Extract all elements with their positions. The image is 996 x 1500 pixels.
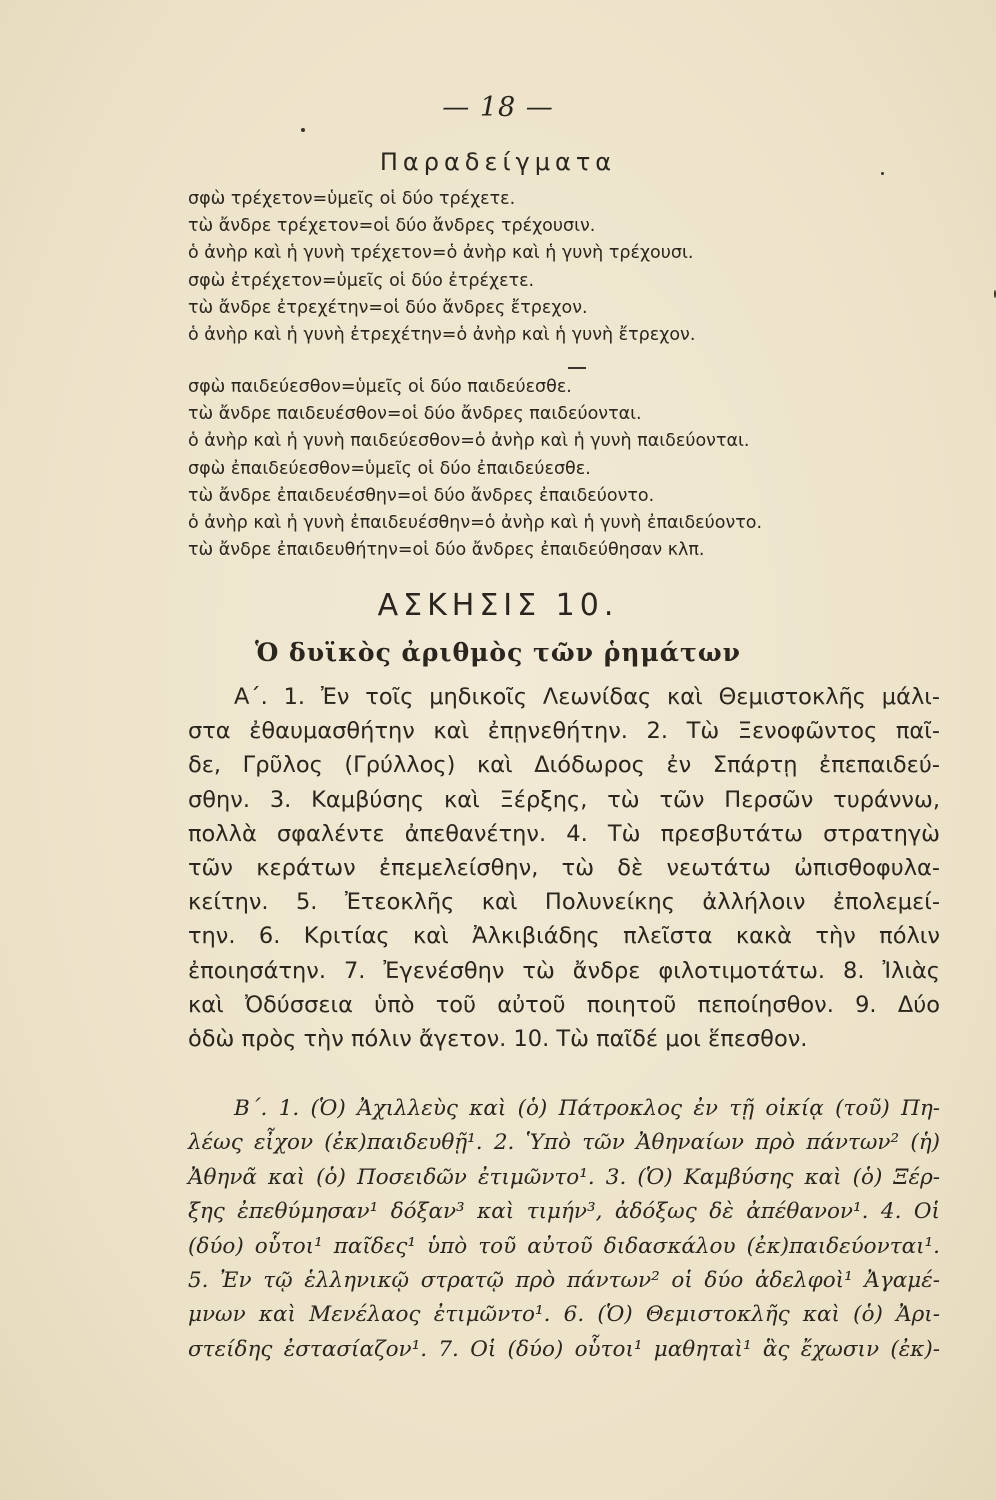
part-a-line: ὁδὼ πρὸς τὴν πόλιν ἄγετον. 10. Τὼ παῖδέ μοι ἕπεσθον. xyxy=(188,1026,808,1053)
part-a-line: ἐποιησάτην. 7. Ἐγενέσθην τὼ ἄνδρε φιλοτιμοτάτω. 8. Ἰλιὰς xyxy=(188,957,940,984)
part-a-line: την. 6. Κριτίας καὶ Ἀλκιβιάδης πλεῖστα κακὰ τὴν πόλιν xyxy=(188,923,940,950)
examples-group-passive xyxy=(188,374,908,564)
part-a-line: δε, Γρῦλος (Γρύλλος) καὶ Διόδωρος ἐν Σπάρτῃ ἐπεπαιδεύ- xyxy=(188,752,940,779)
part-a-line: σθην. 3. Καμβύσης καὶ Ξέρξης, τὼ τῶν Περσῶν τυράννω, xyxy=(188,786,940,813)
example-line: ὁ ἀνὴρ καὶ ἡ γυνὴ παιδεύεσθον=ὁ ἀνὴρ καὶ ἡ γυνὴ παιδεύονται. xyxy=(188,431,750,452)
part-b-line: ξης ἐπεθύμησαν¹ δόξαν³ καὶ τιμήν³, ἀδόξως δὲ ἀπέθανον¹. 4. Οἱ xyxy=(188,1199,940,1225)
part-b-line: λέως εἶχον (ἐκ)παιδευθῇ¹. 2. Ὑπὸ τῶν Ἀθηναίων πρὸ πάντων² (ἡ) xyxy=(188,1130,940,1156)
part-a-line: στα ἐθαυμασθήτην καὶ ἐπῃνεθήτην. 2. Τὼ Ξενοφῶντος παῖ- xyxy=(188,718,940,745)
part-b-line: μνων καὶ Μενέλαος ἐτιμῶντο¹. 6. (Ὁ) Θεμιστοκλῆς καὶ (ὁ) Ἀρι- xyxy=(188,1302,940,1328)
part-a-line: καὶ Ὀδύσσεια ὑπὸ τοῦ αὐτοῦ ποιητοῦ πεποίησθον. 9. Δύο xyxy=(188,991,940,1018)
exercise-part-a xyxy=(188,680,940,1056)
separator-dash xyxy=(568,367,586,369)
print-speck xyxy=(881,172,884,175)
example-line: σφὼ ἐτρέχετον=ὑμεῖς οἱ δύο ἐτρέχετε. xyxy=(188,270,535,291)
part-a-line: κείτην. 5. Ἐτεοκλῆς καὶ Πολυνείκης ἀλλήλοιν ἐπολεμεί- xyxy=(188,889,940,916)
exercise-subtitle: Ὁ δυϊκὸς ἀριθμὸς τῶν ῥημάτων xyxy=(254,638,742,667)
example-line: σφὼ παιδεύεσθον=ὑμεῖς οἱ δύο παιδεύεσθε. xyxy=(188,377,572,397)
part-b-line: Ἀθηνᾶ καὶ (ὁ) Ποσειδῶν ἐτιμῶντο¹. 3. (Ὁ) Καμβύσης καὶ (ὁ) Ξέρ- xyxy=(188,1164,940,1190)
example-line: τὼ ἄνδρε παιδευέσθον=οἱ δύο ἄνδρες παιδεύονται. xyxy=(188,404,642,425)
part-b-line: 5. Ἐν τῷ ἑλληνικῷ στρατῷ πρὸ πάντων² οἱ δύο ἀδελφοὶ¹ Ἀγαμέ- xyxy=(188,1268,940,1294)
examples-group-active xyxy=(188,186,908,349)
example-line: τὼ ἄνδρε ἐτρεχέτην=οἱ δύο ἄνδρες ἔτρεχον. xyxy=(188,297,588,318)
part-b-line: (δύο) οὗτοι¹ παῖδες¹ ὑπὸ τοῦ αὐτοῦ διδασκάλου (ἐκ)παιδεύονται¹. xyxy=(188,1233,940,1259)
part-a-line: τῶν κεράτων ἐπεμελείσθην, τὼ δὲ νεωτάτω ὠπισθοφυλα- xyxy=(188,855,940,882)
print-speck xyxy=(301,128,305,132)
example-line: ὁ ἀνὴρ καὶ ἡ γυνὴ τρέχετον=ὁ ἀνὴρ καὶ ἡ γυνὴ τρέχουσι. xyxy=(188,243,694,264)
example-line: τὼ ἄνδρε ἐπαιδευέσθην=οἱ δύο ἄνδρες ἐπαιδεύοντο. xyxy=(188,485,655,506)
exercise-title: ΑΣΚΗΣΙΣ 10. xyxy=(377,588,619,623)
example-line: τὼ ἄνδρε ἐπαιδευθήτην=οἱ δύο ἄνδρες ἐπαιδεύθησαν κλπ. xyxy=(188,540,705,561)
example-line: σφὼ τρέχετον=ὑμεῖς οἱ δύο τρέχετε. xyxy=(188,189,516,209)
page-number: — 18 — xyxy=(442,92,554,123)
part-b-line: Β΄. 1. (Ὁ) Ἀχιλλεὺς καὶ (ὁ) Πάτροκλος ἐν τῇ οἰκίᾳ (τοῦ) Πη- xyxy=(234,1096,940,1121)
part-a-line: Α΄. 1. Ἐν τοῖς μηδικοῖς Λεωνίδας καὶ Θεμιστοκλῆς μάλι- xyxy=(234,684,940,710)
exercise-part-b xyxy=(188,1092,940,1367)
example-line: τὼ ἄνδρε τρέχετον=οἱ δύο ἄνδρες τρέχουσιν. xyxy=(188,216,596,237)
part-a-line: πολλὰ σφαλέντε ἀπεθανέτην. 4. Τὼ πρεσβυτάτω στρατηγὼ xyxy=(188,820,940,847)
example-line: ὁ ἀνὴρ καὶ ἡ γυνὴ ἐπαιδευέσθην=ὁ ἀνὴρ καὶ ἡ γυνὴ ἐπαιδεύοντο. xyxy=(188,513,763,534)
example-line: ὁ ἀνὴρ καὶ ἡ γυνὴ ἐτρεχέτην=ὁ ἀνὴρ καὶ ἡ γυνὴ ἔτρεχον. xyxy=(188,325,696,346)
example-line: σφὼ ἐπαιδεύεσθον=ὑμεῖς οἱ δύο ἐπαιδεύεσθε. xyxy=(188,458,591,479)
part-b-line: στείδης ἐστασίαζον¹. 7. Οἱ (δύο) οὗτοι¹ μαθηταὶ¹ ἃς ἔχωσιν (ἐκ)- xyxy=(188,1336,940,1362)
section-heading: Παραδείγματα xyxy=(379,148,617,176)
